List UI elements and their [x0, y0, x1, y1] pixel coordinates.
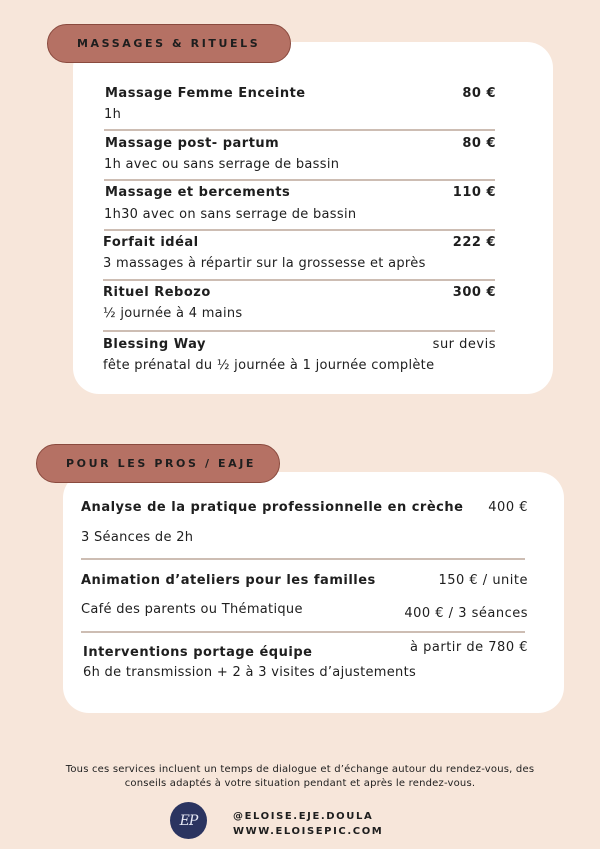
item-desc: 1h30 avec on sans serrage de bassin [104, 207, 357, 222]
item-desc: ½ journée à 4 mains [103, 306, 243, 321]
item-name: Blessing Way [103, 337, 206, 352]
divider [103, 330, 495, 332]
item-name: Forfait idéal [103, 235, 199, 250]
section-title-pros: POUR LES PROS / EAJE [36, 444, 280, 483]
item-price: 300 € [452, 285, 496, 300]
item-desc: 3 massages à répartir sur la grossesse et après [103, 256, 426, 271]
item-price: 80 € [462, 136, 496, 151]
item-desc: fête prénatal du ½ journée à 1 journée complète [103, 358, 435, 373]
footer-note-line1: Tous ces services incluent un temps de dialogue et d’échange autour du rendez-vous, des [65, 764, 535, 775]
section-title-massages: MASSAGES & RITUELS [47, 24, 291, 63]
item-name: Interventions portage équipe [83, 645, 313, 660]
item-desc: 1h avec ou sans serrage de bassin [104, 157, 340, 172]
item-name: Massage Femme Enceinte [105, 86, 306, 101]
divider [104, 179, 495, 181]
website-link[interactable]: WWW.ELOISEPIC.COM [233, 826, 384, 837]
item-price: 222 € [452, 235, 496, 250]
item-name: Animation d’ateliers pour les familles [81, 573, 376, 588]
divider [81, 631, 525, 633]
item-price-secondary: 400 € / 3 séances [404, 606, 528, 621]
item-desc: 1h [104, 107, 122, 122]
item-desc: Café des parents ou Thématique [81, 602, 303, 617]
item-price: 110 € [452, 185, 496, 200]
item-name: Analyse de la pratique professionnelle en crèche [81, 500, 464, 515]
ep-logo: EP [170, 802, 207, 839]
item-name: Rituel Rebozo [103, 285, 211, 300]
item-price: à partir de 780 € [410, 640, 528, 655]
item-price: 400 € [488, 500, 528, 515]
item-desc: 6h de transmission + 2 à 3 visites d’ajustements [83, 665, 417, 680]
item-price: 150 € / unite [438, 573, 528, 588]
instagram-handle[interactable]: @ELOISE.EJE.DOULA [233, 811, 374, 822]
item-price: sur devis [432, 337, 496, 352]
item-desc: 3 Séances de 2h [81, 530, 194, 545]
item-name: Massage et bercements [105, 185, 291, 200]
divider [104, 229, 495, 231]
item-name: Massage post- partum [105, 136, 280, 151]
divider [81, 558, 525, 560]
divider [103, 279, 495, 281]
footer-note-line2: conseils adaptés à votre situation pendant et après le rendez-vous. [124, 778, 476, 789]
divider [104, 129, 495, 131]
item-price: 80 € [462, 86, 496, 101]
